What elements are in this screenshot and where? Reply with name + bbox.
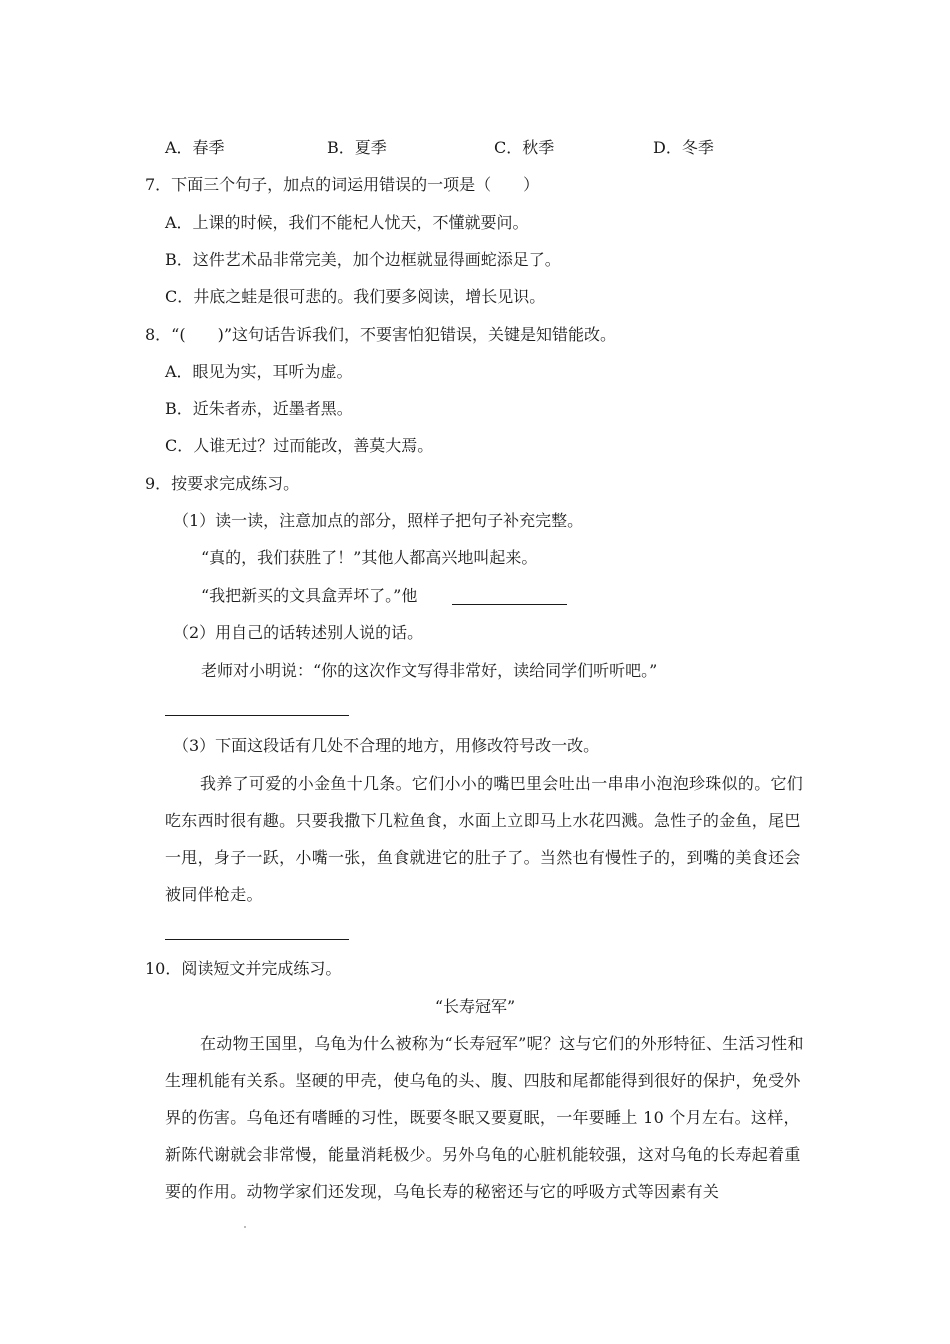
q9-part1-task: “我把新买的文具盒弄坏了。”他 (201, 586, 418, 605)
q8-option-a: A．眼见为实，耳听为虚。 (165, 362, 353, 381)
q6-option-a: A．春季 (165, 138, 225, 157)
q7-option-a: A．上课的时候，我们不能杞人忧天，不懂就要问。 (165, 213, 529, 232)
q7-option-c: C．井底之蛙是很可悲的。我们要多阅读，增长见识。 (165, 287, 546, 306)
q6-option-b: B．夏季 (327, 138, 387, 157)
passage-paragraph: 在动物王国里，乌龟为什么被称为“长寿冠军”呢？这与它们的外形特征、生活习性和生理机能有关系。坚硬的甲壳，使乌龟的头、腹、四肢和尾都能得到很好的保护，免受外界的伤害。乌龟还有嗜睡的习性，既要冬眠又要夏眠，一年要睡上 10 个月左右。这样，新陈代谢就会非常慢，能量消耗极少。另外乌龟的心脏机能较强，这对乌龟的长寿起着重要的作用。动物学家们还发现，乌龟长寿的秘密还与它的呼吸方式等因素有关 (165, 1034, 804, 1201)
q9-part2-answer-blank[interactable] (165, 715, 349, 716)
q9-part2-instruction: （2）用自己的话转述别人说的话。 (173, 623, 424, 642)
q6-option-d: D．冬季 (653, 138, 714, 157)
q8-stem: 8．“( )”这句话告诉我们，不要害怕犯错误，关键是知错能改。 (145, 325, 617, 344)
q9-part3-answer-blank[interactable] (165, 939, 349, 940)
q9-part1-answer-blank[interactable] (452, 604, 567, 605)
passage-title: “长寿冠军” (434, 997, 516, 1016)
q9-stem: 9．按要求完成练习。 (145, 474, 300, 493)
q9-part1-example: “真的，我们获胜了！”其他人都高兴地叫起来。 (201, 548, 538, 567)
q7-option-b: B．这件艺术品非常完美，加个边框就显得画蛇添足了。 (165, 250, 561, 269)
q9-part2-quote: 老师对小明说：“你的这次作文写得非常好，读给同学们听听吧。” (201, 661, 658, 680)
q6-option-c: C．秋季 (494, 138, 555, 157)
q9-part3-paragraph: 我养了可爱的小金鱼十几条。它们小小的嘴巴里会吐出一串串小泡泡珍珠似的。它们吃东西时很有趣。只要我撒下几粒鱼食，水面上立即马上水花四溅。急性子的金鱼，尾巴一甩，身子一跃，小嘴一张，鱼食就进它的肚子了。当然也有慢性子的，到嘴的美食还会被同伴枪走。 (165, 774, 804, 904)
q7-stem: 7．下面三个句子，加点的词运用错误的一项是（ ） (145, 175, 540, 194)
q8-option-c: C．人谁无过？过而能改，善莫大焉。 (165, 436, 434, 455)
q10-stem: 10．阅读短文并完成练习。 (145, 959, 342, 978)
q9-part3-instruction: （3）下面这段话有几处不合理的地方，用修改符号改一改。 (173, 736, 600, 755)
q9-part1-instruction: （1）读一读，注意加点的部分，照样子把句子补充完整。 (173, 511, 584, 530)
q8-option-b: B．近朱者赤，近墨者黑。 (165, 399, 353, 418)
page-mark (244, 1226, 246, 1228)
